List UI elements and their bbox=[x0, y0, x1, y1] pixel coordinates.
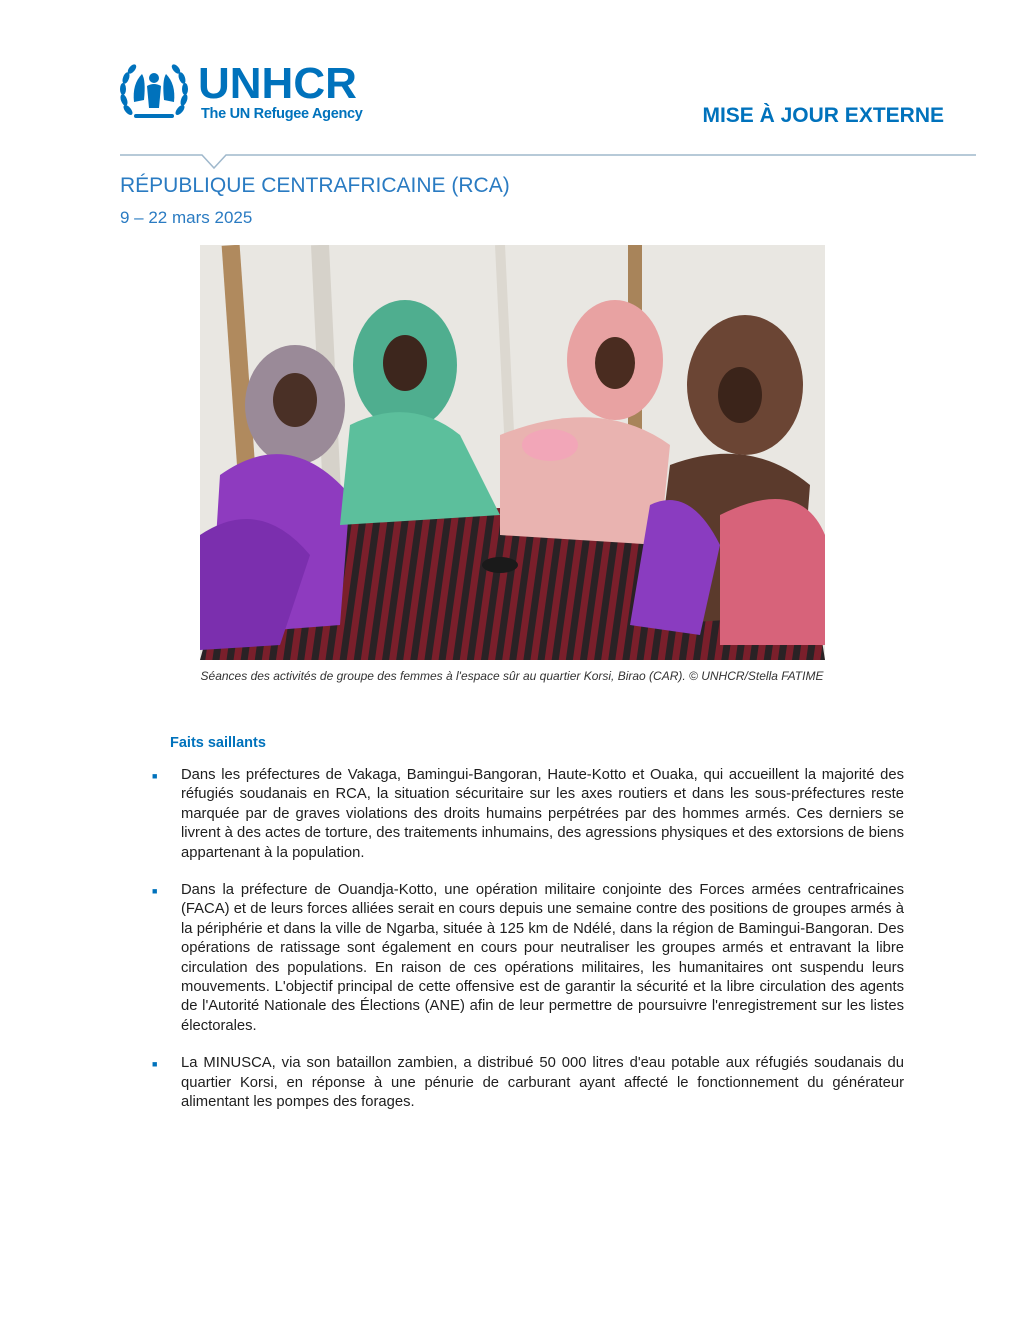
page-title: RÉPUBLIQUE CENTRAFRICAINE (RCA) bbox=[120, 174, 510, 197]
report-period: 9 – 22 mars 2025 bbox=[120, 208, 253, 227]
photo-caption: Séances des activités de groupe des femmes à l'espace sûr au quartier Korsi, Birao (CAR). © UNHCR/Stella FATIME bbox=[200, 669, 824, 683]
document-type-label: MISE À JOUR EXTERNE bbox=[702, 104, 944, 127]
unhcr-logo bbox=[118, 60, 388, 126]
unhcr-tagline: The UN Refugee Agency bbox=[201, 106, 363, 122]
list-item-text: La MINUSCA, via son bataillon zambien, a distribué 50 000 litres d'eau potable aux réfugiés soudanais du quartier Korsi, en réponse à une pénurie de carburant ayant affecté le fonctionnement du générateur alimentant les pompes des forages. bbox=[181, 1055, 904, 1111]
list-item bbox=[148, 766, 904, 863]
list-item-text: Dans la préfecture de Ouandja-Kotto, une opération militaire conjointe des Forces armées centrafricaines (FACA) et de leurs forces alliées serait en cours depuis une semaine contre des positions de groupes armés à la périphérie et dans la ville de Ngarba, située à 125 km de Ndélé, dans la région de Bamingui-Bangoran. Des opérations de ratissage sont également en cours pour neutraliser les groupes armés et entravant la libre circulation des populations. En raison de ces opérations militaires, les humanitaires ont suspendu leurs mouvements. L'objectif principal de cette offensive est de garantir la sécurité et la libre circulation des agents de l'Autorité Nationale des Élections (ANE) afin de leur permettre de poursuivre l'enregistrement sur les listes électorales. bbox=[181, 882, 904, 1034]
bullet-square-icon: ■ bbox=[152, 886, 158, 897]
unhcr-emblem-icon bbox=[118, 60, 190, 126]
cover-photo bbox=[200, 245, 825, 660]
bullet-square-icon: ■ bbox=[152, 1059, 158, 1070]
women-group-photo bbox=[200, 245, 825, 660]
list-item bbox=[148, 881, 904, 1036]
highlights-list bbox=[148, 766, 904, 1131]
list-item-text: Dans les préfectures de Vakaga, Bamingui-Bangoran, Haute-Kotto et Ouaka, qui accueillent la majorité des réfugiés soudanais en RCA, la situation sécuritaire sur les axes routiers et dans les sous-préfectures reste marquée par de graves violations des droits humains perpétrées par des hommes armés. Ces derniers se livrent à des actes de torture, des traitements inhumains, des agressions physiques et des extorsions de biens appartenant à la population. bbox=[181, 767, 904, 861]
unhcr-wordmark: UNHCR bbox=[198, 59, 357, 108]
highlights-heading: Faits saillants bbox=[170, 735, 266, 751]
bullet-square-icon: ■ bbox=[152, 771, 158, 781]
header-divider bbox=[120, 146, 976, 172]
list-item bbox=[148, 1054, 904, 1112]
